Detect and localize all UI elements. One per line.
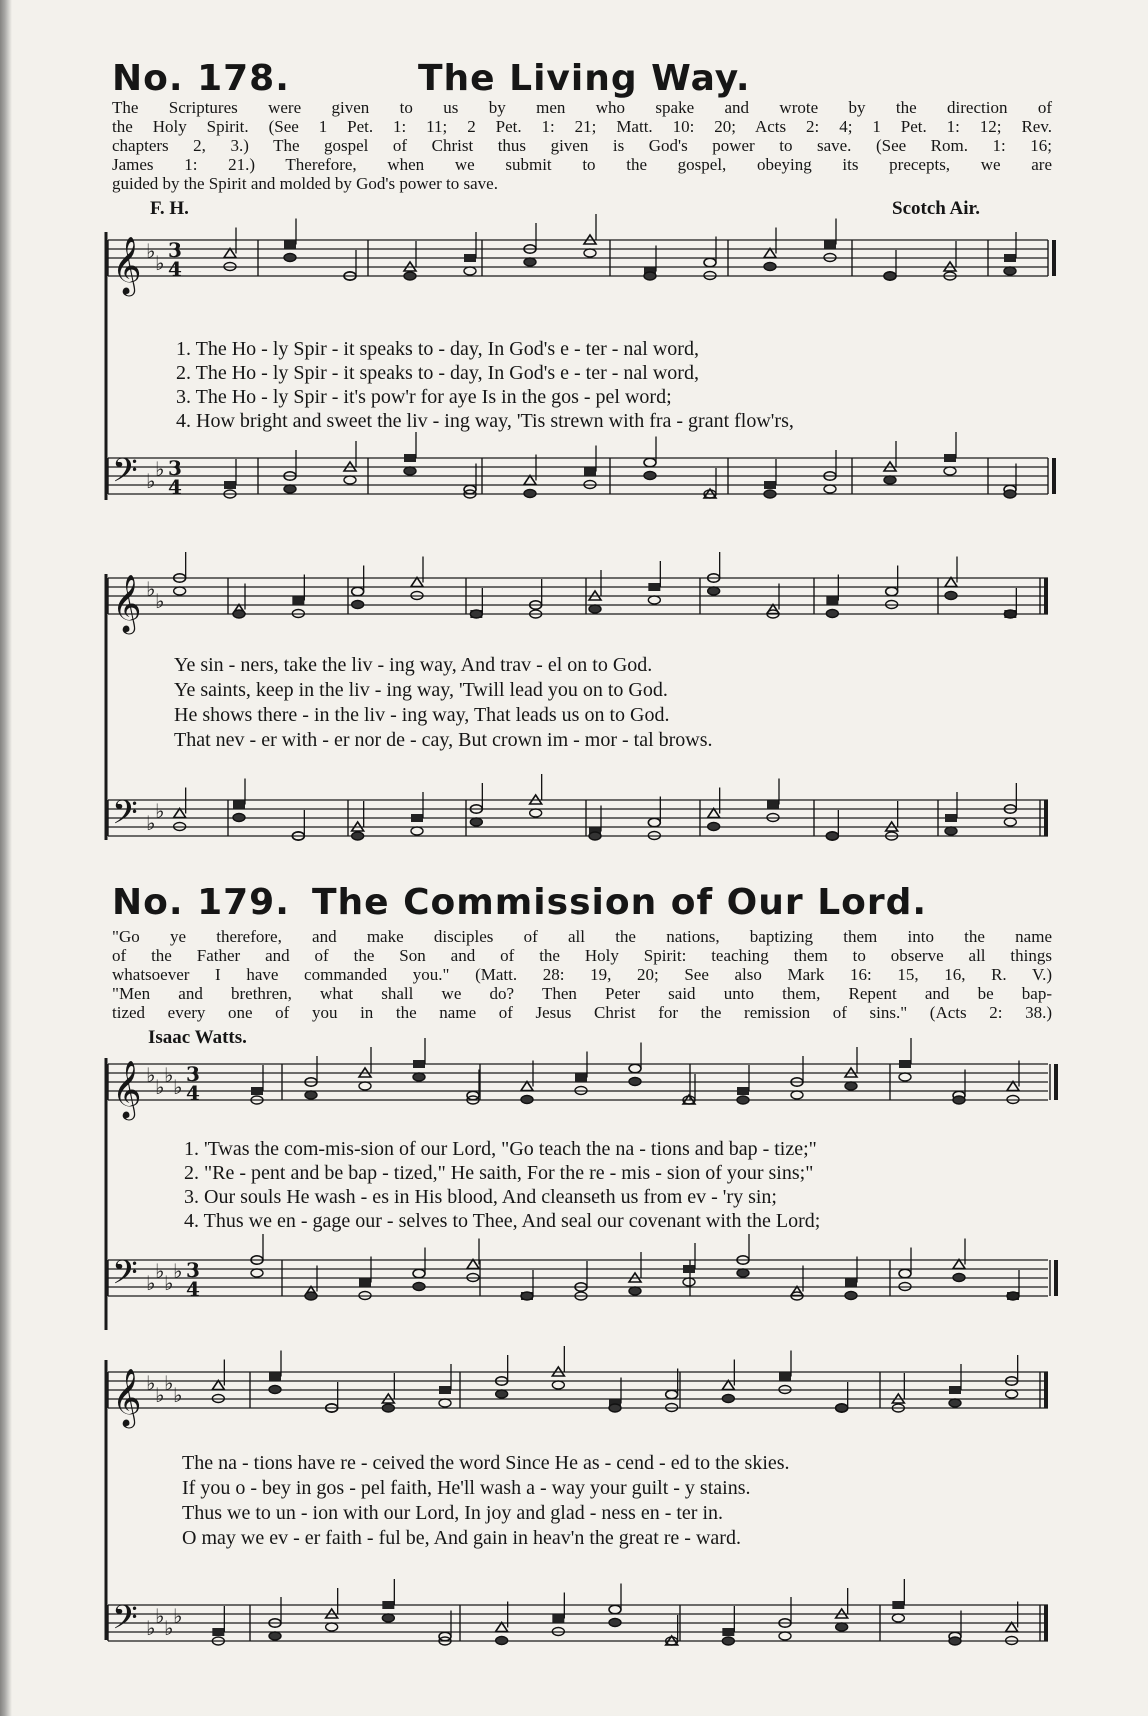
note-head [552, 1381, 564, 1389]
time-signature-bottom: 4 [168, 257, 182, 281]
note-head [404, 272, 416, 280]
flat-sign: ♭ [173, 1383, 183, 1407]
note-head [496, 1637, 508, 1645]
note-head [174, 809, 186, 818]
note-head [305, 1292, 317, 1300]
lyric-line: Ye sin - ners, take the liv - ing way, And trav - el on to God. [174, 654, 653, 676]
intro-line: chapters 2, 3.) The gospel of Christ thus given is God's power to save. (See Rom. 1: 16; [112, 136, 1052, 155]
note-head [1004, 267, 1016, 275]
hymn-title: The Commission of Our Lord. [312, 882, 928, 923]
note-head [836, 1623, 848, 1631]
note-head [584, 249, 596, 257]
note-head [899, 1073, 911, 1081]
flat-sign: ♭ [173, 1259, 183, 1283]
note-head [764, 481, 776, 489]
time-signature-top: 3 [168, 238, 182, 262]
note-head [269, 1373, 281, 1381]
flat-sign: ♭ [146, 1271, 156, 1295]
note-head [212, 1628, 224, 1636]
note-head [524, 490, 536, 498]
note-head [708, 823, 720, 831]
note-head [439, 1399, 451, 1407]
bass-clef: 𝄢 [112, 1599, 138, 1645]
note-head [779, 1373, 791, 1381]
note-head [359, 1082, 371, 1090]
flat-sign: ♭ [146, 1063, 156, 1087]
note-head [945, 814, 957, 822]
note-head [609, 1619, 621, 1627]
note-head [1004, 254, 1016, 262]
note-head [251, 1269, 263, 1277]
note-head [944, 467, 956, 475]
note-head [737, 1096, 749, 1104]
author-credit: Isaac Watts. [148, 1027, 247, 1048]
lyric-line: The na - tions have re - ceived the word Since He as - cend - ed to the skies. [182, 1452, 790, 1474]
note-head [767, 605, 779, 614]
intro-line: of the Father and of the Son and of the Holy Spirit: teaching them to observe all things [112, 946, 1052, 965]
note-head [764, 263, 776, 271]
note-head [305, 1091, 317, 1099]
note-head [949, 1399, 961, 1407]
note-head [836, 1404, 848, 1412]
note-head [791, 1287, 803, 1296]
note-head [404, 467, 416, 475]
note-head [845, 1279, 857, 1287]
treble-clef: 𝄞 [112, 236, 142, 294]
note-head [1004, 818, 1016, 826]
flat-sign: ♭ [155, 799, 165, 823]
flat-sign: ♭ [155, 1075, 165, 1099]
flat-sign: ♭ [146, 469, 156, 493]
note-head [326, 1623, 338, 1631]
note-head [666, 1390, 678, 1398]
note-head [284, 254, 296, 262]
note-head [524, 258, 536, 266]
flat-sign: ♭ [164, 1271, 174, 1295]
note-head [411, 827, 423, 835]
flat-sign: ♭ [146, 577, 156, 601]
note-head [826, 610, 838, 618]
note-head [945, 827, 957, 835]
lyric-line: 3. Our souls He wash - es in His blood, And cleanseth us from ev - 'ry sin; [184, 1186, 777, 1208]
note-head [949, 1637, 961, 1645]
note-head [824, 241, 836, 249]
note-head [644, 472, 656, 480]
lyric-line: That nev - er with - er nor de - cay, But crown im - mor - tal brows. [174, 729, 713, 751]
note-head [609, 1605, 621, 1613]
flat-sign: ♭ [146, 239, 156, 263]
note-head [764, 490, 776, 498]
note-head [584, 468, 596, 476]
note-head [953, 1096, 965, 1104]
flat-sign: ♭ [155, 589, 165, 613]
lyric-line: 4. Thus we en - gage our - selves to Thee, And seal our covenant with the Lord; [184, 1210, 821, 1232]
bass-clef: 𝄢 [112, 794, 138, 840]
note-head [892, 1614, 904, 1622]
note-head [233, 801, 245, 809]
time-signature-bottom: 4 [186, 1081, 200, 1105]
note-head [1007, 1082, 1019, 1091]
note-head [767, 801, 779, 809]
intro-line: guided by the Spirit and molded by God's power to save. [112, 174, 498, 193]
note-head [945, 592, 957, 600]
note-head [233, 610, 245, 618]
note-head [722, 1637, 734, 1645]
treble-clef: 𝄞 [112, 1060, 142, 1118]
note-head [530, 809, 542, 817]
note-head [496, 1390, 508, 1398]
note-head [521, 1292, 533, 1300]
note-head [174, 587, 186, 595]
note-head [359, 1279, 371, 1287]
note-head [269, 1632, 281, 1640]
note-head [464, 254, 476, 262]
note-head [382, 1601, 394, 1609]
note-head [722, 1628, 734, 1636]
lyric-line: O may we ev - er faith - ful be, And gain in heav'n the great re - ward. [182, 1527, 741, 1549]
flat-sign: ♭ [155, 457, 165, 481]
note-head [521, 1096, 533, 1104]
note-head [884, 272, 896, 280]
intro-line: "Go ye therefore, and make disciples of all the nations, baptizing them into the name [112, 927, 1052, 946]
note-head [1006, 1390, 1018, 1398]
flat-sign: ♭ [173, 1604, 183, 1628]
lyric-line: If you o - bey in gos - pel faith, He'll wash a - way your guilt - y stains. [182, 1477, 751, 1499]
hymn-number: No. 179. [112, 882, 290, 923]
note-head [413, 1073, 425, 1081]
note-head [411, 578, 423, 587]
treble-clef: 𝄞 [112, 1368, 142, 1426]
flat-sign: ♭ [164, 1371, 174, 1395]
note-head [644, 458, 656, 466]
note-head [552, 1615, 564, 1623]
note-head [737, 1087, 749, 1095]
note-head [496, 1623, 508, 1632]
note-head [224, 249, 236, 258]
note-head [269, 1386, 281, 1394]
note-head [382, 1404, 394, 1412]
flat-sign: ♭ [155, 1383, 165, 1407]
note-head [779, 1632, 791, 1640]
intro-line: "Men and brethren, what shall we do? Then Peter said unto them, Repent and be bap- [112, 984, 1052, 1003]
note-head [826, 597, 838, 605]
author-credit: F. H. [150, 198, 189, 219]
note-head [704, 258, 716, 266]
note-head [524, 476, 536, 485]
lyric-line: 3. The Ho - ly Spir - it's pow'r for aye Is in the gos - pel word; [176, 386, 672, 408]
time-signature-top: 3 [186, 1062, 200, 1086]
note-head [413, 1283, 425, 1291]
note-head [470, 818, 482, 826]
note-head [629, 1287, 641, 1295]
intro-line: tized every one of you in the name of Jesus Christ for the remission of sins." (Acts 2: 38.) [112, 1003, 1052, 1022]
note-head [589, 605, 601, 613]
note-head [609, 1404, 621, 1412]
note-head [648, 596, 660, 604]
note-head [826, 832, 838, 840]
time-signature-bottom: 4 [186, 1277, 200, 1301]
note-head [382, 1614, 394, 1622]
note-head [284, 241, 296, 249]
note-head [899, 1060, 911, 1068]
flat-sign: ♭ [146, 1616, 156, 1640]
intro-line: The Scriptures were given to us by men who spake and wrote by the direction of [112, 98, 1052, 117]
note-head [708, 587, 720, 595]
note-head [575, 1074, 587, 1082]
note-head [352, 832, 364, 840]
note-head [404, 454, 416, 462]
time-signature-top: 3 [168, 456, 182, 480]
note-head [892, 1601, 904, 1609]
note-head [764, 249, 776, 258]
note-head [944, 454, 956, 462]
note-head [352, 587, 364, 595]
note-head [886, 587, 898, 595]
lyric-line: 1. The Ho - ly Spir - it speaks to - day, In God's e - ter - nal word, [176, 338, 699, 360]
flat-sign: ♭ [155, 251, 165, 275]
note-head [644, 272, 656, 280]
note-head [737, 1269, 749, 1277]
note-head [439, 1386, 451, 1394]
note-head [683, 1278, 695, 1286]
hymn-number: No. 178. [112, 58, 290, 99]
note-head [722, 1395, 734, 1403]
note-head [708, 809, 720, 818]
flat-sign: ♭ [173, 1075, 183, 1099]
note-head [722, 1381, 734, 1390]
note-head [1004, 490, 1016, 498]
note-head [212, 1381, 224, 1390]
flat-sign: ♭ [155, 1259, 165, 1283]
note-head [949, 1386, 961, 1394]
intro-line: James 1: 21.) Therefore, when we submit to the gospel, obeying its precepts, we are [112, 155, 1052, 174]
note-head [1006, 1623, 1018, 1632]
lyric-line: 4. How bright and sweet the liv - ing way, 'Tis strewn with fra - grant flow'rs, [176, 410, 794, 432]
note-head [945, 578, 957, 587]
lyric-line: Thus we to un - ion with our Lord, In joy and glad - ness en - ter in. [182, 1502, 724, 1524]
intro-line: the Holy Spirit. (See 1 Pet. 1: 11; 2 Pet. 1: 21; Matt. 10: 20; Acts 2: 4; 1 Pet. 1: 12; Rev. [112, 117, 1052, 136]
tune-credit: Scotch Air. [892, 198, 980, 219]
hymn-title: The Living Way. [418, 58, 751, 99]
note-head [233, 814, 245, 822]
note-head [845, 1292, 857, 1300]
note-head [953, 1274, 965, 1282]
note-head [352, 601, 364, 609]
note-head [899, 1269, 911, 1277]
note-head [629, 1078, 641, 1086]
note-head [648, 818, 660, 826]
note-head [683, 1265, 695, 1273]
note-head [413, 1269, 425, 1277]
note-head [344, 476, 356, 484]
note-head [413, 1060, 425, 1068]
note-head [845, 1082, 857, 1090]
flat-sign: ♭ [155, 1604, 165, 1628]
lyric-line: 2. The Ho - ly Spir - it speaks to - day, In God's e - ter - nal word, [176, 362, 699, 384]
treble-clef: 𝄞 [112, 574, 142, 632]
note-head [648, 583, 660, 591]
note-head [824, 485, 836, 493]
time-signature-bottom: 4 [168, 475, 182, 499]
note-head [251, 1087, 263, 1095]
note-head [411, 814, 423, 822]
note-head [884, 476, 896, 484]
note-head [467, 1260, 479, 1269]
intro-line: whatsoever I have commanded you." (Matt. 28: 19, 20; See also Mark 16: 15, 16, R. V.) [112, 965, 1052, 984]
note-head [521, 1082, 533, 1091]
note-head [470, 610, 482, 618]
note-head [284, 485, 296, 493]
note-head [464, 267, 476, 275]
note-head [791, 1091, 803, 1099]
lyric-line: 1. 'Twas the com-mis-sion of our Lord, "Go teach the na - tions and bap - tize;" [184, 1138, 817, 1160]
flat-sign: ♭ [146, 811, 156, 835]
flat-sign: ♭ [164, 1063, 174, 1087]
note-head [953, 1260, 965, 1269]
note-head [292, 597, 304, 605]
flat-sign: ♭ [146, 1371, 156, 1395]
note-head [224, 481, 236, 489]
time-signature-top: 3 [186, 1258, 200, 1282]
lyric-line: He shows there - in the liv - ing way, That leads us on to God. [174, 704, 670, 726]
bass-clef: 𝄢 [112, 452, 138, 498]
bass-clef: 𝄢 [112, 1254, 138, 1300]
lyric-line: 2. "Re - pent and be bap - tized," He saith, For the re - mis - sion of your sins;" [184, 1162, 814, 1184]
flat-sign: ♭ [164, 1616, 174, 1640]
note-head [589, 832, 601, 840]
lyric-line: Ye saints, keep in the liv - ing way, 'Twill lead you on to God. [174, 679, 668, 701]
note-head [629, 1064, 641, 1072]
